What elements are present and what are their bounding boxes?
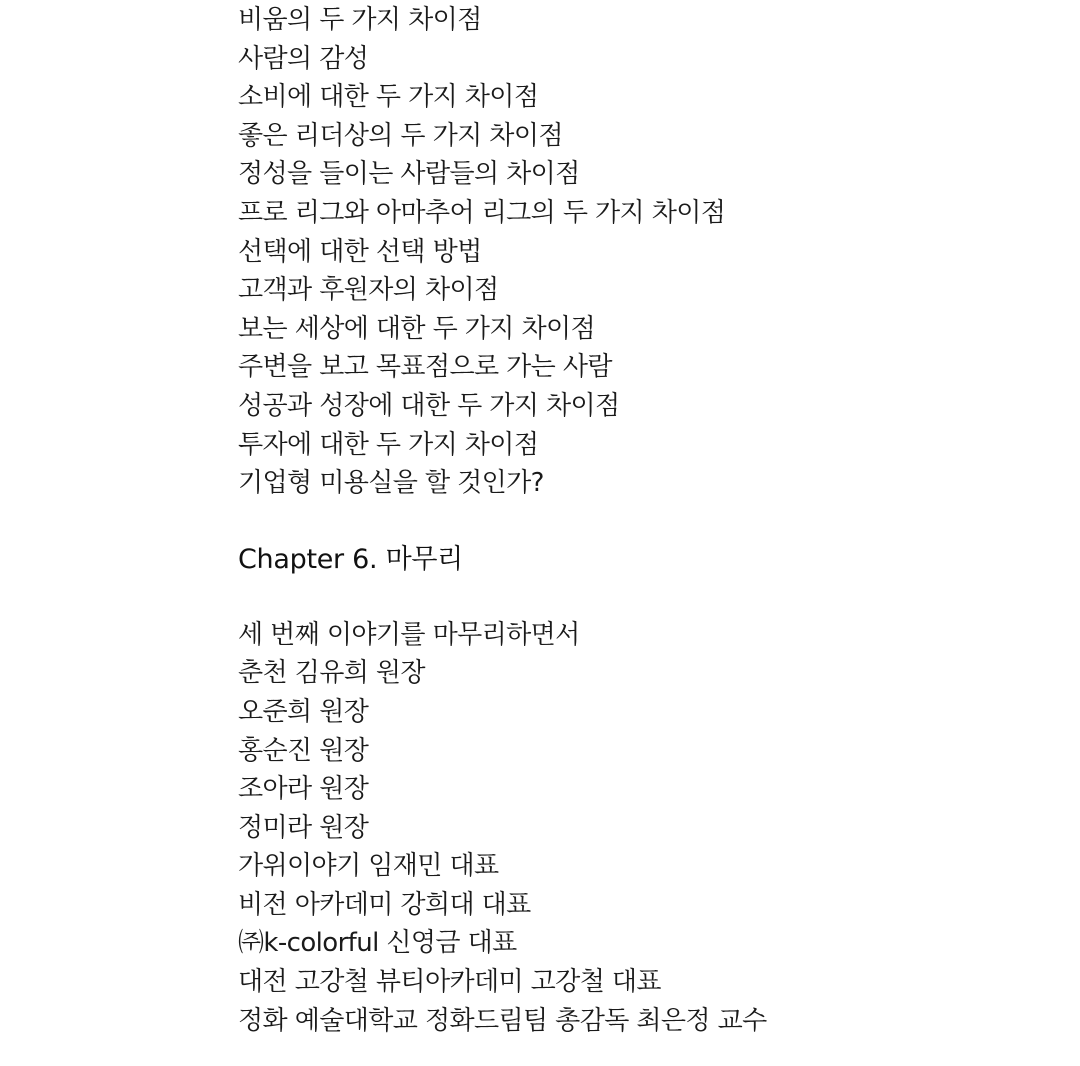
list-item: 정미라 원장 [238,812,369,843]
list-item: 오준희 원장 [238,696,369,727]
list-item: 춘천 김유희 원장 [238,658,425,689]
list-item: ㈜k-colorful 신영금 대표 [238,928,517,959]
list-item: 비움의 두 가지 차이점 [238,5,482,35]
list-item: 고객과 후원자의 차이점 [238,275,499,306]
table-of-contents [238,0,1038,1040]
section-list [238,1,1038,503]
list-item: 소비에 대한 두 가지 차이점 [238,82,539,113]
list-item: 보는 세상에 대한 두 가지 차이점 [238,313,596,344]
list-item: 가위이야기 임재민 대표 [238,851,499,882]
list-item: 좋은 리더상의 두 가지 차이점 [238,120,563,151]
list-item: 프로 리그와 아마추어 리그의 두 가지 차이점 [238,197,726,228]
list-item: 정화 예술대학교 정화드림팀 총감독 최은정 교수 [238,1005,767,1036]
list-item: 대전 고강철 뷰티아카데미 고강철 대표 [238,967,661,998]
list-item: 주변을 보고 목표점으로 가는 사람 [238,352,612,383]
list-item: 비전 아카데미 강희대 대표 [238,889,531,920]
list-item: 사람의 감성 [238,43,369,74]
list-item: 세 번째 이야기를 마무리하면서 [238,619,580,650]
list-item: 기업형 미용실을 할 것인가? [238,468,544,499]
list-item: 선택에 대한 선택 방법 [238,236,482,267]
list-item: 정성을 들이는 사람들의 차이점 [238,159,580,190]
list-item: 홍순진 원장 [238,735,369,766]
list-item: 조아라 원장 [238,774,369,805]
chapter-heading: Chapter 6. 마무리 [238,543,463,575]
list-item: 성공과 성장에 대한 두 가지 차이점 [238,390,620,421]
list-item: 투자에 대한 두 가지 차이점 [238,429,539,460]
chapter-list [238,616,1038,1041]
